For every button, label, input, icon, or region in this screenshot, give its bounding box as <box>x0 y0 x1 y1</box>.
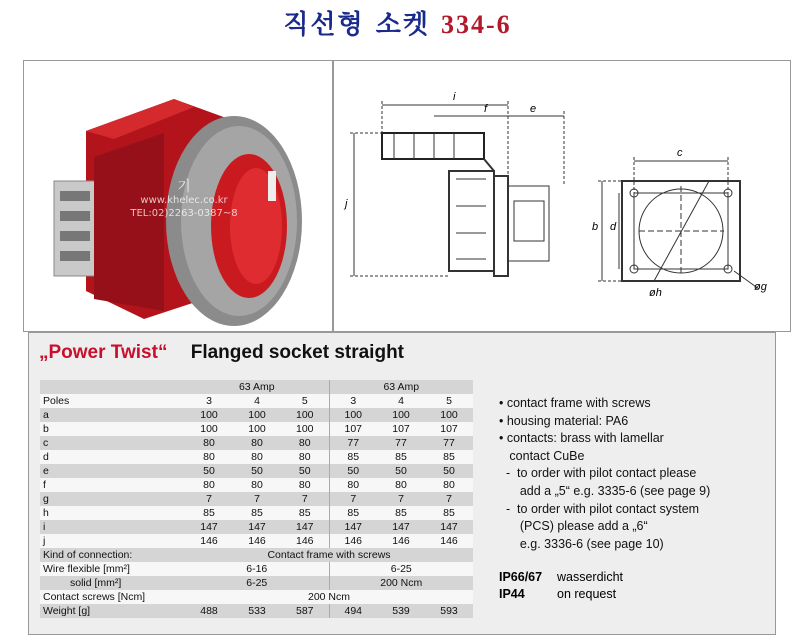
table-cell: 85 <box>329 450 377 464</box>
table-cell: 488 <box>185 604 233 618</box>
table-row <box>40 478 473 492</box>
table-row <box>40 506 473 520</box>
feature-item: - to order with pilot contact system <box>499 501 700 516</box>
table-cell: 80 <box>425 478 473 492</box>
table-cell: 200 Ncm <box>329 576 473 590</box>
table-cell: 6-16 <box>185 562 329 576</box>
table-cell: 7 <box>425 492 473 506</box>
feature-item: e.g. 3336-6 (see page 10) <box>499 536 664 551</box>
table-cell: 107 <box>329 422 377 436</box>
table-cell: 3 <box>185 394 233 408</box>
table-cell: 50 <box>233 464 281 478</box>
spec-table <box>40 380 473 618</box>
row-label: Poles <box>40 394 185 408</box>
table-cell: 147 <box>185 520 233 534</box>
table-cell: 85 <box>185 506 233 520</box>
row-label: Weight [g] <box>40 604 185 618</box>
table-row <box>40 548 473 562</box>
table-cell: 85 <box>377 450 425 464</box>
table-cell: 80 <box>281 450 329 464</box>
ip-rating-item <box>499 586 623 603</box>
table-row <box>40 394 473 408</box>
feature-item: • contacts: brass with lamellar <box>499 431 664 446</box>
dim-label-h: øh <box>649 287 662 299</box>
table-cell: 4 <box>233 394 281 408</box>
table-cell: 107 <box>425 422 473 436</box>
table-cell: 147 <box>425 520 473 534</box>
table-cell: 147 <box>329 520 377 534</box>
spec-panel <box>28 332 776 635</box>
table-cell: 107 <box>377 422 425 436</box>
table-cell: 85 <box>425 506 473 520</box>
row-label: h <box>40 506 185 520</box>
brand-name: „Power Twist“ <box>39 342 168 363</box>
table-cell: 80 <box>185 478 233 492</box>
ip-text: wasserdicht <box>557 570 623 584</box>
table-cell: 80 <box>233 450 281 464</box>
table-cell: 146 <box>281 534 329 548</box>
table-row <box>40 436 473 450</box>
table-cell: 146 <box>185 534 233 548</box>
feature-item: add a „5“ e.g. 3335-6 (see page 9) <box>499 483 711 498</box>
table-cell: 80 <box>185 436 233 450</box>
table-row <box>40 604 473 618</box>
table-cell: 587 <box>281 604 329 618</box>
table-cell: 50 <box>329 464 377 478</box>
row-label: e <box>40 464 185 478</box>
watermark-tel: TEL:02)2263-0387~8 <box>130 208 238 219</box>
dim-label-d: d <box>610 221 617 233</box>
technical-drawing <box>333 60 791 332</box>
dim-label-g: øg <box>754 281 767 293</box>
table-cell: 539 <box>377 604 425 618</box>
row-label: b <box>40 422 185 436</box>
table-cell: 100 <box>281 422 329 436</box>
table-cell: 494 <box>329 604 377 618</box>
table-row <box>40 450 473 464</box>
table-cell: 85 <box>377 506 425 520</box>
title-model-number: 334-6 <box>441 10 512 39</box>
table-cell: 7 <box>185 492 233 506</box>
table-cell: 100 <box>329 408 377 422</box>
row-label: Wire flexible [mm²] <box>40 562 185 576</box>
table-cell: 6-25 <box>329 562 473 576</box>
table-cell: 100 <box>377 408 425 422</box>
feature-item: contact CuBe <box>499 448 585 463</box>
table-cell: 80 <box>233 436 281 450</box>
table-row <box>40 576 473 590</box>
feature-item: - to order with pilot contact please <box>499 466 697 481</box>
table-cell: 100 <box>281 408 329 422</box>
ip-rating-item <box>499 569 623 586</box>
ip-code: IP66/67 <box>499 570 543 584</box>
dimension-drawing <box>334 61 790 331</box>
table-row <box>40 380 473 394</box>
table-cell: 85 <box>425 450 473 464</box>
table-row <box>40 534 473 548</box>
table-row <box>40 464 473 478</box>
table-cell: 85 <box>281 506 329 520</box>
table-cell: 7 <box>377 492 425 506</box>
table-cell: 593 <box>425 604 473 618</box>
feature-item: • housing material: PA6 <box>499 413 629 428</box>
table-cell: 77 <box>329 436 377 450</box>
feature-item: (PCS) please add a „6“ <box>499 519 648 534</box>
spec-title <box>39 342 404 364</box>
dim-label-b: b <box>592 221 599 233</box>
table-cell: 50 <box>281 464 329 478</box>
table-cell: 4 <box>377 394 425 408</box>
table-cell: 3 <box>329 394 377 408</box>
title-korean: 직선형 소켓 <box>283 10 430 40</box>
table-cell: 80 <box>281 478 329 492</box>
table-cell: 50 <box>185 464 233 478</box>
table-cell: 80 <box>185 450 233 464</box>
table-cell: 100 <box>425 408 473 422</box>
table-cell: 146 <box>377 534 425 548</box>
row-label: d <box>40 450 185 464</box>
dim-label-e: e <box>530 103 537 115</box>
feature-list <box>499 395 710 553</box>
row-label: j <box>40 534 185 548</box>
row-label: solid [mm²] <box>40 576 185 590</box>
amp-header: 63 Amp <box>185 380 329 394</box>
table-cell: 7 <box>281 492 329 506</box>
table-cell: 77 <box>377 436 425 450</box>
product-name: Flanged socket straight <box>190 342 405 363</box>
dim-label-i: i <box>453 91 456 103</box>
table-row <box>40 590 473 604</box>
row-label: c <box>40 436 185 450</box>
table-cell: 77 <box>425 436 473 450</box>
table-cell: 85 <box>329 506 377 520</box>
table-cell: 147 <box>377 520 425 534</box>
table-cell: 50 <box>377 464 425 478</box>
ip-ratings <box>499 569 623 603</box>
table-cell: 5 <box>425 394 473 408</box>
table-cell: 80 <box>281 436 329 450</box>
table-row <box>40 408 473 422</box>
row-label: i <box>40 520 185 534</box>
table-cell: 7 <box>233 492 281 506</box>
product-photo <box>23 60 333 332</box>
table-cell: 147 <box>281 520 329 534</box>
table-cell: 80 <box>233 478 281 492</box>
watermark-url: www.khelec.co.kr <box>140 195 228 206</box>
table-row <box>40 492 473 506</box>
dim-label-j: j <box>345 198 348 210</box>
page-title <box>0 4 795 41</box>
table-cell: 80 <box>377 478 425 492</box>
row-label: Kind of connection: <box>40 548 185 562</box>
row-label: a <box>40 408 185 422</box>
table-cell: 533 <box>233 604 281 618</box>
table-cell: 146 <box>233 534 281 548</box>
table-cell: 5 <box>281 394 329 408</box>
table-cell: 100 <box>233 408 281 422</box>
feature-item: • contact frame with screws <box>499 396 651 410</box>
table-cell: 85 <box>233 506 281 520</box>
ip-text: on request <box>557 587 617 601</box>
dim-label-c: c <box>677 147 683 159</box>
row-label: Contact screws [Ncm] <box>40 590 185 604</box>
table-cell: 7 <box>329 492 377 506</box>
table-cell: 100 <box>185 408 233 422</box>
table-cell: 50 <box>425 464 473 478</box>
table-cell: 146 <box>425 534 473 548</box>
dim-label-f: f <box>484 103 488 115</box>
table-cell: 147 <box>233 520 281 534</box>
table-cell: Contact frame with screws <box>185 548 473 562</box>
table-cell: 6-25 <box>185 576 329 590</box>
table-cell: 146 <box>329 534 377 548</box>
amp-header: 63 Amp <box>329 380 473 394</box>
table-cell: 80 <box>329 478 377 492</box>
table-cell: 100 <box>233 422 281 436</box>
table-row <box>40 562 473 576</box>
table-row <box>40 520 473 534</box>
table-cell: 200 Ncm <box>185 590 473 604</box>
watermark-brand: 기 <box>177 179 191 195</box>
ip-code: IP44 <box>499 587 525 601</box>
row-label: f <box>40 478 185 492</box>
table-cell: 100 <box>185 422 233 436</box>
row-label: g <box>40 492 185 506</box>
table-row <box>40 422 473 436</box>
